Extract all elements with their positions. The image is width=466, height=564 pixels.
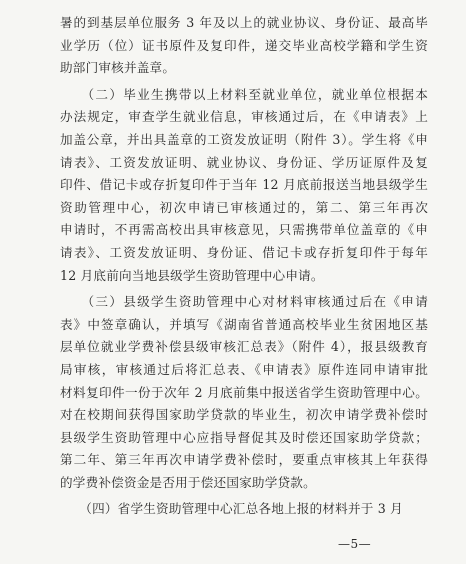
paragraph-step-4 xyxy=(60,498,428,521)
text-line: 申请时，不再需高校出具审核意见，只需携带单位盖章的《申 xyxy=(60,222,428,238)
text-line: 县级学生资助管理中心应指导督促其及时偿还国家助学贷款； xyxy=(60,429,428,445)
text-line: （三）县级学生资助管理中心对材料审核通过后在《申请 xyxy=(60,294,428,310)
text-line: 资助管理中心，初次申请已审核通过的，第二、第三年再次 xyxy=(60,199,428,215)
text-line: （二）毕业生携带以上材料至就业单位，就业单位根据本 xyxy=(60,86,428,102)
text-line: 请表》、工资发放证明、就业协议、身份证、学历证原件及复 xyxy=(60,154,428,170)
text-line: 助部门审核并盖章。 xyxy=(60,60,176,76)
text-line: 局审核，审核通过后将汇总表、《申请表》原件连同申请审批 xyxy=(60,361,428,377)
text-line: 层单位就业学费补偿县级审核汇总表》（附件 4），报县级教育 xyxy=(60,339,428,355)
text-line: 印件、借记卡或存折复印件于当年 12 月底前报送当地县级学生 xyxy=(60,177,428,193)
text-line: 请表》、工资发放证明、身份证、借记卡或存折复印件于每年 xyxy=(60,244,428,260)
text-line: （四）省学生资助管理中心汇总各地上报的材料并于 3 月 xyxy=(60,501,403,517)
text-line: 办法规定，审查学生就业信息，审核通过后，在《申请表》上 xyxy=(60,109,428,125)
text-line: 的学费补偿资金是否用于偿还国家助学贷款。 xyxy=(60,474,316,490)
text-line: 表》中签章确认，并填写《湖南省普通高校毕业生贫困地区基 xyxy=(60,316,428,332)
document-body xyxy=(60,12,428,521)
text-line: 对在校期间获得国家助学贷款的毕业生，初次申请学费补偿时 xyxy=(60,407,428,423)
text-line: 第二年、第三年再次申请学费补偿时，要重点审核其上年获得 xyxy=(60,452,428,468)
text-line: 加盖公章，并出具盖章的工资发放证明（附件 3）。学生将《申 xyxy=(60,131,428,147)
text-line: 12 月底前向当地县级学生资助管理中心申请。 xyxy=(60,267,324,283)
text-line: 暑的到基层单位服务 3 年及以上的就业协议、身份证、最高毕 xyxy=(60,15,428,30)
paragraph-step-3 xyxy=(60,291,428,494)
paragraph-continuation xyxy=(60,12,428,80)
page-number: —5— xyxy=(338,537,372,551)
text-line: 材料复印件一份于次年 2 月底前集中报送省学生资助管理中心。 xyxy=(60,384,428,400)
paragraph-step-2 xyxy=(60,84,428,287)
text-line: 业学历（位）证书原件及复印件，递交毕业高校学籍和学生资 xyxy=(60,37,428,53)
